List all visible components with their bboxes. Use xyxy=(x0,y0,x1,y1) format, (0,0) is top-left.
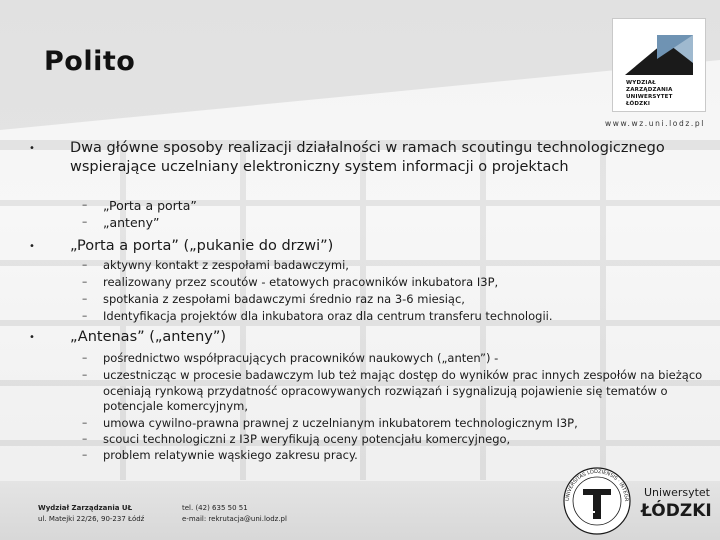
faculty-url[interactable]: www.wz.uni.lodz.pl xyxy=(605,119,705,128)
footer-email[interactable]: e-mail: rekrutacja@uni.lodz.pl xyxy=(182,515,287,523)
bullet-1-text: Dwa główne sposoby realizacji działalności w ramach scoutingu technologicznego wspierające uczelniany elektroniczny system informacji o projektach xyxy=(70,140,665,175)
faculty-logo-mark-icon xyxy=(613,19,705,79)
footer-address: ul. Matejki 22/26, 90-237 Łódź xyxy=(38,515,145,523)
logo-caption-line1: WYDZIAŁ ZARZĄDZANIA xyxy=(626,80,673,93)
bullet-1-sub-1-dash: – xyxy=(82,199,88,211)
bullet-2-sub-3: spotkania z zespołami badawczymi średnio raz na 3-6 miesiąc, xyxy=(103,292,465,306)
university-logo-line1: Uniwersytet xyxy=(644,486,710,499)
slide-title: Polito xyxy=(44,46,136,77)
bullet-2-sub-4: Identyfikacja projektów dla inkubatora oraz dla centrum transferu technologii. xyxy=(103,309,553,323)
bullet-3-sub-4: scouci technologiczni z I3P weryfikują oceny potencjału komercyjnego, xyxy=(103,432,511,446)
bullet-3-sub-5-dash: – xyxy=(82,449,88,461)
bullet-3-sub-4-dash: – xyxy=(82,433,88,445)
footer-phone: tel. (42) 635 50 51 xyxy=(182,504,248,512)
bullet-3-sub-3-dash: – xyxy=(82,417,88,429)
bullet-2-sub-1: aktywny kontakt z zespołami badawczymi, xyxy=(103,258,349,272)
bullet-3-sub-2: uczestnicząc w procesie badawczym lub też mając dostęp do wyników prac innych zespołów na bieżąco oceniają rynkową przydatność opracowywanych rozwiązań i sygnalizują pojawienie się tematów o potencjale komercyjnym, xyxy=(103,368,703,413)
bullet-1-sub-1: „Porta a porta” xyxy=(103,198,197,213)
bullet-3-text: „Antenas” („anteny”) xyxy=(70,329,227,345)
faculty-logo-caption xyxy=(626,80,698,108)
bullet-2-sub-1-dash: – xyxy=(82,259,88,271)
university-logo xyxy=(555,461,715,539)
bullet-3-sub-5: problem relatywnie wąskiego zakresu pracy. xyxy=(103,448,358,462)
logo-caption-line2: UNIWERSYTET ŁÓDZKI xyxy=(626,94,673,107)
bullet-2-text: „Porta a porta” („pukanie do drzwi”) xyxy=(70,238,334,254)
bullet-3-sub-1: pośrednictwo współpracujących pracowników naukowych („anten”) - xyxy=(103,351,499,365)
university-logo-line2: ŁÓDZKI xyxy=(641,501,712,521)
bullet-3-sub-1-dash: – xyxy=(82,352,88,364)
bullet-1-marker: • xyxy=(29,143,35,154)
bullet-2-sub-2: realizowany przez scoutów - etatowych pracowników inkubatora I3P, xyxy=(103,275,499,289)
university-seal-icon xyxy=(555,461,630,534)
bullet-1-sub-2: „anteny” xyxy=(103,215,160,230)
bullet-3-marker: • xyxy=(29,332,35,343)
bullet-3-sub-2-dash: – xyxy=(82,369,88,381)
university-seal-text: UNIVERSITAS LODZIENSIS · INTEGR xyxy=(564,468,630,502)
bullet-2-sub-4-dash: – xyxy=(82,310,88,322)
bullet-1-sub-2-dash: – xyxy=(82,216,88,228)
bullet-2-marker: • xyxy=(29,241,35,252)
footer-org-name: Wydział Zarządzania UŁ xyxy=(38,504,133,512)
bullet-2-sub-3-dash: – xyxy=(82,293,88,305)
bullet-2-sub-2-dash: – xyxy=(82,276,88,288)
bullet-3-sub-3: umowa cywilno-prawna prawnej z uczelnianym inkubatorem technologicznym I3P, xyxy=(103,416,578,430)
